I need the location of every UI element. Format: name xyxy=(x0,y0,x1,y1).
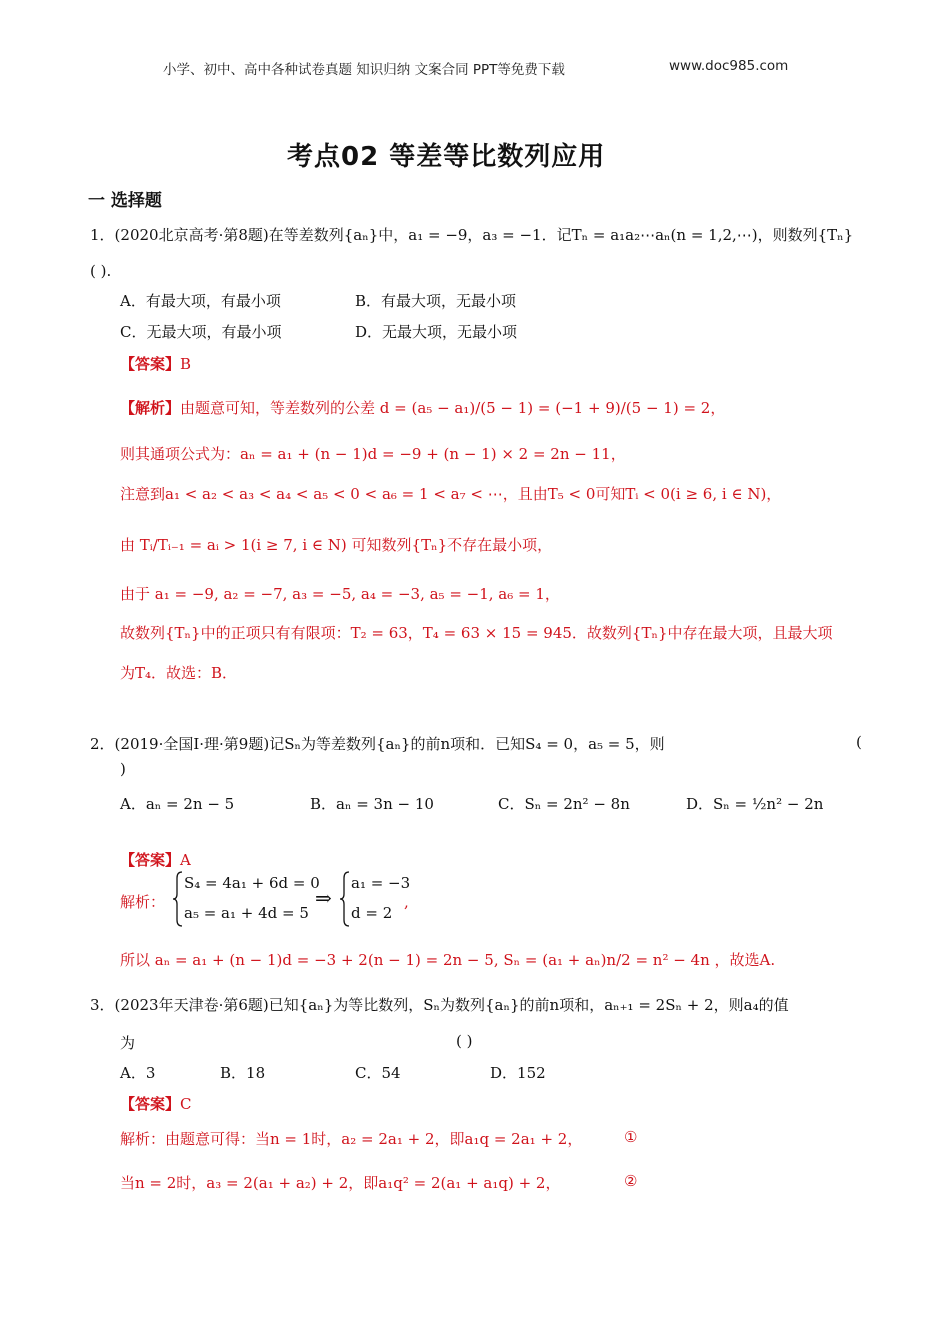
section-heading: 一 选择题 xyxy=(88,191,162,211)
q2-system-right-1: a₁ = −3 xyxy=(351,874,411,892)
q1-paren: ( ). xyxy=(90,262,112,280)
q3-paren: ( ) xyxy=(456,1032,473,1050)
q1-analysis-line-6: 故数列{Tₙ}中的正项只有有限项：T₂ = 63，T₄ = 63 × 15 = 945．故数列{Tₙ}中存在最大项，且最大项 xyxy=(120,624,833,642)
q3-option-d: D．152 xyxy=(490,1064,546,1082)
q2-system-left-1: S₄ = 4a₁ + 6d = 0 xyxy=(184,874,320,892)
q1-answer-label: 【答案】 xyxy=(120,355,181,373)
q1-analysis-line-1 xyxy=(120,397,725,418)
q1-option-b: B．有最大项，无最小项 xyxy=(355,292,517,310)
q3-answer-label: 【答案】 xyxy=(120,1095,181,1113)
q2-system-left xyxy=(184,868,320,928)
page-title: 考点02 等差等比数列应用 xyxy=(287,142,606,172)
implies-arrow-icon: ⇒ xyxy=(315,886,332,910)
q3-analysis-line-1: 解析：由题意可得：当n = 1时，a₂ = 2a₁ + 2，即a₁q = 2a₁ + 2， xyxy=(120,1130,583,1148)
q2-system-brace-right xyxy=(339,870,351,928)
q1-answer xyxy=(120,353,191,374)
q2-final-line: 所以 aₙ = a₁ + (n − 1)d = −3 + 2(n − 1) = 2n − 5, Sₙ = (a₁ + aₙ)n/2 = n² − 4n ，故选A. xyxy=(120,951,776,969)
q1-analysis-label: 【解析】 xyxy=(120,399,181,417)
q2-option-a: A．aₙ = 2n − 5 xyxy=(120,795,235,813)
q1-answer-value: B xyxy=(180,355,192,373)
q2-paren-open: ( xyxy=(856,733,862,751)
q2-option-b: B．aₙ = 3n − 10 xyxy=(310,795,434,813)
q2-stem: 2．(2019·全国Ⅰ·理·第9题)记Sₙ为等差数列{aₙ}的前n项和．已知S₄ = 0，a₅ = 5，则 xyxy=(90,735,665,753)
q2-system-brace-left xyxy=(172,870,184,928)
q1-option-a: A．有最大项，有最小项 xyxy=(120,292,281,310)
q3-analysis-line-2: 当n = 2时，a₃ = 2(a₁ + a₂) + 2，即a₁q² = 2(a₁ + a₁q) + 2， xyxy=(120,1174,561,1192)
q2-paren-close: ) xyxy=(120,760,126,778)
q3-answer xyxy=(120,1093,192,1114)
header-right[interactable]: www.doc985.com xyxy=(669,58,789,74)
q1-analysis-line-3: 注意到a₁ < a₂ < a₃ < a₄ < a₅ < 0 < a₆ = 1 < a₇ < ⋯，且由T₅ < 0可知Tᵢ < 0(i ≥ 6, i ∈ N)， xyxy=(120,485,782,503)
q1-option-c: C．无最大项，有最小项 xyxy=(120,323,282,341)
q2-system-right-2: d = 2 xyxy=(351,904,393,922)
q3-option-a: A．3 xyxy=(120,1064,156,1082)
q2-analysis-label: 解析： xyxy=(120,893,166,911)
q3-stem: 3．(2023年天津卷·第6题)已知{aₙ}为等比数列，Sₙ为数列{aₙ}的前n项和，aₙ₊₁ = 2Sₙ + 2，则a₄的值 xyxy=(90,996,789,1014)
q1-analysis-line-7: 为T₄．故选：B． xyxy=(120,664,238,682)
q1-stem: 1．(2020北京高考·第8题)在等差数列{aₙ}中，a₁ = −9，a₃ = −1．记Tₙ = a₁a₂⋯aₙ(n = 1,2,⋯)，则数列{Tₙ} xyxy=(90,226,854,244)
q3-stem-cont: 为 xyxy=(120,1034,136,1052)
q3-option-b: B．18 xyxy=(220,1064,266,1082)
q1-analysis-text-1: 由题意可知，等差数列的公差 d = (a₅ − a₁)/(5 − 1) = (−1 + 9)/(5 − 1) = 2， xyxy=(180,399,726,417)
q3-mark-2: ② xyxy=(624,1172,638,1190)
q2-answer-value: A xyxy=(180,851,191,869)
q2-option-d: D．Sₙ = ½n² − 2n xyxy=(686,795,824,813)
q1-analysis-line-2: 则其通项公式为：aₙ = a₁ + (n − 1)d = −9 + (n − 1) × 2 = 2n − 11， xyxy=(120,445,626,463)
q2-system-left-2: a₅ = a₁ + 4d = 5 xyxy=(184,904,309,922)
header-left: 小学、初中、高中各种试卷真题 知识归纳 文案合同 PPT等免费下载 xyxy=(163,62,565,78)
q3-mark-1: ① xyxy=(624,1128,638,1146)
q3-option-c: C．54 xyxy=(355,1064,401,1082)
q1-analysis-line-4: 由 Tᵢ/Tᵢ₋₁ = aᵢ > 1(i ≥ 7, i ∈ N) 可知数列{Tₙ}不存在最小项， xyxy=(120,536,553,554)
q2-system-comma: , xyxy=(404,893,409,911)
q2-answer-label: 【答案】 xyxy=(120,851,181,869)
q1-option-d: D．无最大项，无最小项 xyxy=(355,323,518,341)
q3-answer-value: C xyxy=(180,1095,192,1113)
q1-analysis-line-5: 由于 a₁ = −9, a₂ = −7, a₃ = −5, a₄ = −3, a₅ = −1, a₆ = 1， xyxy=(120,585,560,603)
q2-system-right xyxy=(351,868,410,928)
q2-option-c: C．Sₙ = 2n² − 8n xyxy=(498,795,630,813)
q2-answer xyxy=(120,849,191,870)
